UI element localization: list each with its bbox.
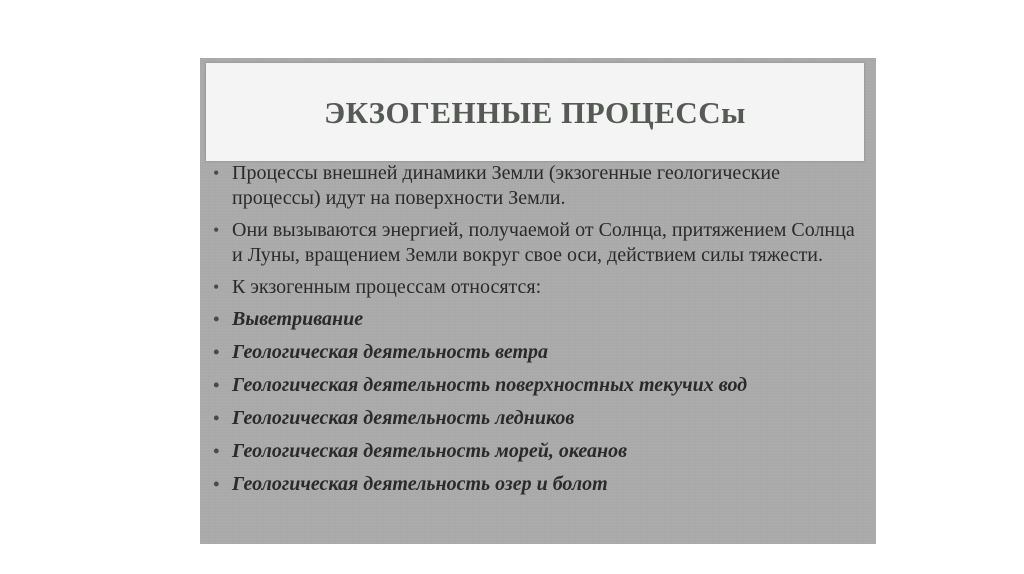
bullet-item	[210, 218, 870, 268]
bullet-text: Процессы внешней динамики Земли (экзогенные геологические процессы) идут на поверхности Земли.	[232, 162, 780, 209]
slide-title: ЭКЗОГЕННЫЕ ПРОЦЕССы	[324, 95, 746, 130]
bullet-text: Геологическая деятельность ветра	[232, 341, 549, 363]
bullet-dot-icon: •	[213, 309, 220, 329]
title-band	[206, 63, 864, 161]
bullet-text: К экзогенным процессам относятся:	[232, 276, 542, 298]
bullet-dot-icon: •	[213, 220, 220, 240]
bullet-item	[210, 373, 870, 398]
bullet-dot-icon: •	[213, 342, 220, 362]
bullet-dot-icon: •	[213, 408, 220, 428]
bullet-item	[210, 307, 870, 332]
bullet-dot-icon: •	[213, 163, 220, 183]
bullet-list	[210, 161, 870, 505]
bullet-text: Геологическая деятельность морей, океанов	[232, 440, 628, 462]
bullet-text: Геологическая деятельность ледников	[232, 407, 575, 429]
bullet-item	[210, 340, 870, 365]
bullet-dot-icon: •	[213, 474, 220, 494]
bullet-dot-icon: •	[213, 375, 220, 395]
bullet-item	[210, 439, 870, 464]
bullet-item	[210, 275, 870, 300]
bullet-item	[210, 161, 870, 211]
bullet-text: Геологическая деятельность поверхностных текучих вод	[232, 374, 748, 396]
bullet-text: Они вызываются энергией, получаемой от Солнца, притяжением Солнца и Луны, вращением Земли вокруг свое оси, действием силы тяжести.	[232, 219, 855, 266]
slide	[200, 58, 876, 544]
bullet-dot-icon: •	[213, 277, 220, 297]
bullet-item	[210, 472, 870, 497]
bullet-dot-icon: •	[213, 441, 220, 461]
bullet-text: Геологическая деятельность озер и болот	[232, 473, 608, 495]
bullet-item	[210, 406, 870, 431]
bullet-text: Выветривание	[232, 308, 364, 330]
